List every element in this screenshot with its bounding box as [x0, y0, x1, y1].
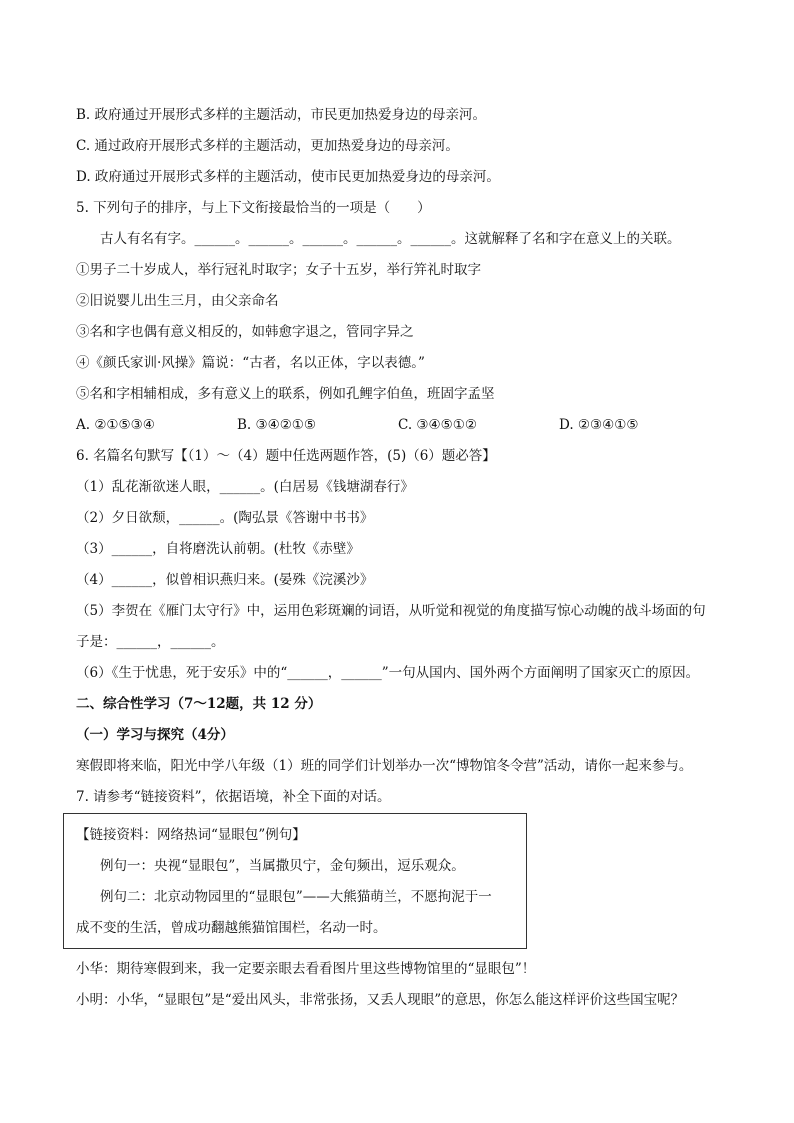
section-heading: 二、综合性学习（7～12题，共 12 分）	[76, 696, 322, 712]
q5-options	[76, 416, 754, 434]
q6-item-5: （5）李贺在《雁门太守行》中，运用色彩斑斓的词语，从听觉和视觉的角度描写惊心动魄的战斗场面的句	[76, 603, 706, 619]
dialogue-xiaoming: 小明：小华，“显眼包”是“爱出风头，非常张扬，又丢人现眼”的意思，你怎么能这样评价这些国宝呢？	[76, 992, 685, 1008]
dialogue-xiaohua: 小华：期待寒假到来，我一定要亲眼去看看图片里这些博物馆里的“显眼包”！	[76, 961, 536, 977]
link-box-title: 【链接资料：网络热词“显眼包”例句】	[76, 827, 306, 843]
q5-option-c: C. ③④⑤①②	[398, 417, 477, 433]
q6-item-5-cont: 子是：______，______。	[76, 634, 225, 650]
q5-option-b: B. ③④②①⑤	[237, 417, 317, 433]
q7-stem: 7. 请参考“链接资料”，依据语境，补全下面的对话。	[76, 789, 391, 805]
subsection-heading: （一）学习与探究（4分）	[76, 727, 234, 743]
q5-passage: 古人有名有字。______。______。______。______。______。这就解释了名和字在意义上的关联。	[100, 231, 681, 247]
link-box-example-1: 例句一：央视“显眼包”，当属撒贝宁，金句频出，逗乐观众。	[100, 858, 465, 874]
q4-option-b: B. 政府通过开展形式多样的主题活动，市民更加热爱身边的母亲河。	[76, 107, 487, 123]
q6-item-2: （2）夕日欲颓，______。(陶弘景《答谢中书书》	[76, 510, 374, 526]
q5-item-1: ①男子二十岁成人，举行冠礼时取字；女子十五岁，举行笄礼时取字	[76, 262, 481, 278]
q4-option-d: D. 政府通过开展形式多样的主题活动，使市民更加热爱身边的母亲河。	[76, 169, 500, 185]
q6-item-4: （4）______，似曾相识燕归来。(晏殊《浣溪沙》	[76, 572, 374, 588]
q5-item-4: ④《颜氏家训·风操》篇说：“古者，名以正体，字以表德。”	[76, 355, 425, 371]
link-box-example-2: 例句二：北京动物园里的“显眼包”——大熊猫萌兰，不愿拘泥于一	[100, 889, 492, 905]
q5-option-d: D. ②③④①⑤	[559, 417, 639, 433]
q5-item-5: ⑤名和字相辅相成，多有意义上的联系，例如孔鲤字伯鱼，班固字孟坚	[76, 386, 495, 402]
q6-item-6: （6）《生于忧患，死于安乐》中的“______，______”一句从国内、国外两个方面阐明了国家灭亡的原因。	[76, 665, 700, 681]
q5-item-2: ②旧说婴儿出生三月，由父亲命名	[76, 293, 279, 309]
q6-item-3: （3）______，自将磨洗认前朝。(杜牧《赤壁》	[76, 541, 360, 557]
link-box-example-2-cont: 成不变的生活，曾成功翻越熊猫馆围栏，名动一时。	[76, 920, 387, 936]
section-intro: 寒假即将来临，阳光中学八年级（1）班的同学们计划举办一次“博物馆冬令营”活动，请你一起来参与。	[76, 758, 693, 774]
q4-option-c: C. 通过政府开展形式多样的主题活动，更加热爱身边的母亲河。	[76, 138, 459, 154]
q5-stem: 5. 下列句子的排序，与上下文衔接最恰当的一项是（ ）	[76, 200, 431, 216]
q5-option-a: A. ②①⑤③④	[76, 417, 155, 433]
q6-item-1: （1）乱花渐欲迷人眼，______。(白居易《钱塘湖春行》	[76, 479, 414, 495]
q6-stem: 6. 名篇名句默写【（1）～（4）题中任选两题作答，(5)（6）题必答】	[76, 448, 496, 464]
q5-item-3: ③名和字也偶有意义相反的，如韩愈字退之，管同字异之	[76, 324, 414, 340]
